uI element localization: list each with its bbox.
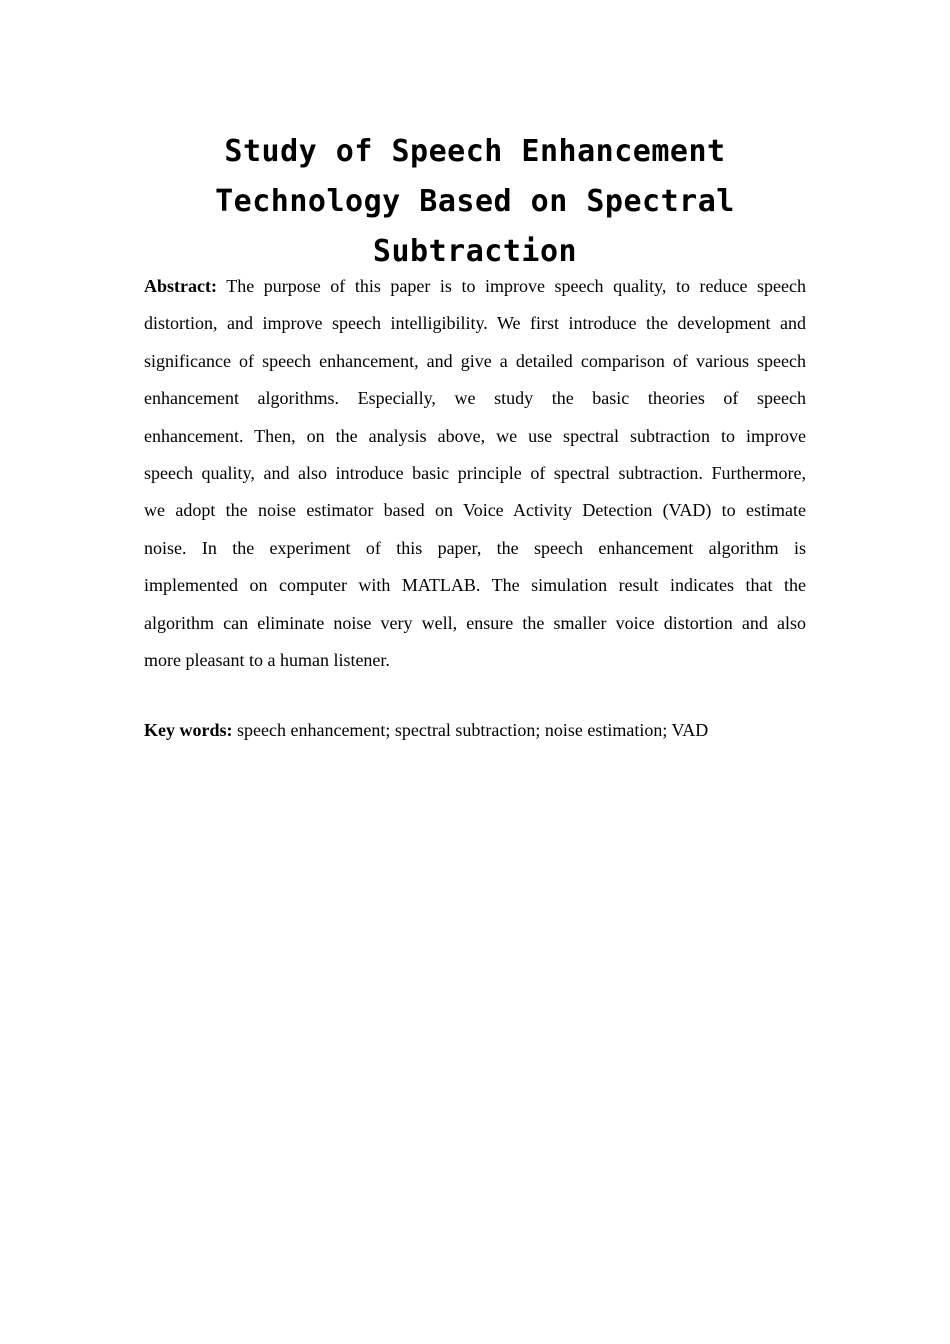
abstract-line: significance of speech enhancement, and give a detailed comparison of various speech: [144, 350, 806, 371]
abstract-line: noise. In the experiment of this paper, the speech enhancement algorithm is: [144, 537, 806, 558]
abstract-line: [144, 268, 806, 305]
abstract-line: enhancement. Then, on the analysis above, we use spectral subtraction to improve: [144, 425, 806, 446]
paper-title: [144, 127, 806, 277]
keywords-label: Key words:: [144, 720, 233, 740]
abstract-line: algorithm can eliminate noise very well, ensure the smaller voice distortion and also: [144, 612, 806, 633]
abstract-line: distortion, and improve speech intelligibility. We first introduce the development and: [144, 313, 806, 334]
abstract-line: more pleasant to a human listener.: [144, 649, 390, 670]
keywords-section: [144, 712, 806, 749]
abstract-label: Abstract:: [144, 276, 217, 296]
abstract-line: speech quality, and also introduce basic principle of spectral subtraction. Furthermore,: [144, 462, 806, 483]
abstract-text: The purpose of this paper is to improve speech quality, to reduce speech: [216, 276, 806, 296]
title-line: Subtraction: [372, 234, 578, 269]
keywords-text: speech enhancement; spectral subtraction; noise estimation; VAD: [232, 720, 709, 740]
abstract-line: implemented on computer with MATLAB. The simulation result indicates that the: [144, 575, 806, 596]
abstract-line: we adopt the noise estimator based on Voice Activity Detection (VAD) to estimate: [144, 500, 806, 521]
abstract-section: [144, 268, 806, 679]
title-line: Study of Speech Enhancement: [224, 134, 726, 169]
title-line: Technology Based on Spectral: [215, 184, 735, 219]
abstract-line: enhancement algorithms. Especially, we study the basic theories of speech: [144, 388, 806, 409]
